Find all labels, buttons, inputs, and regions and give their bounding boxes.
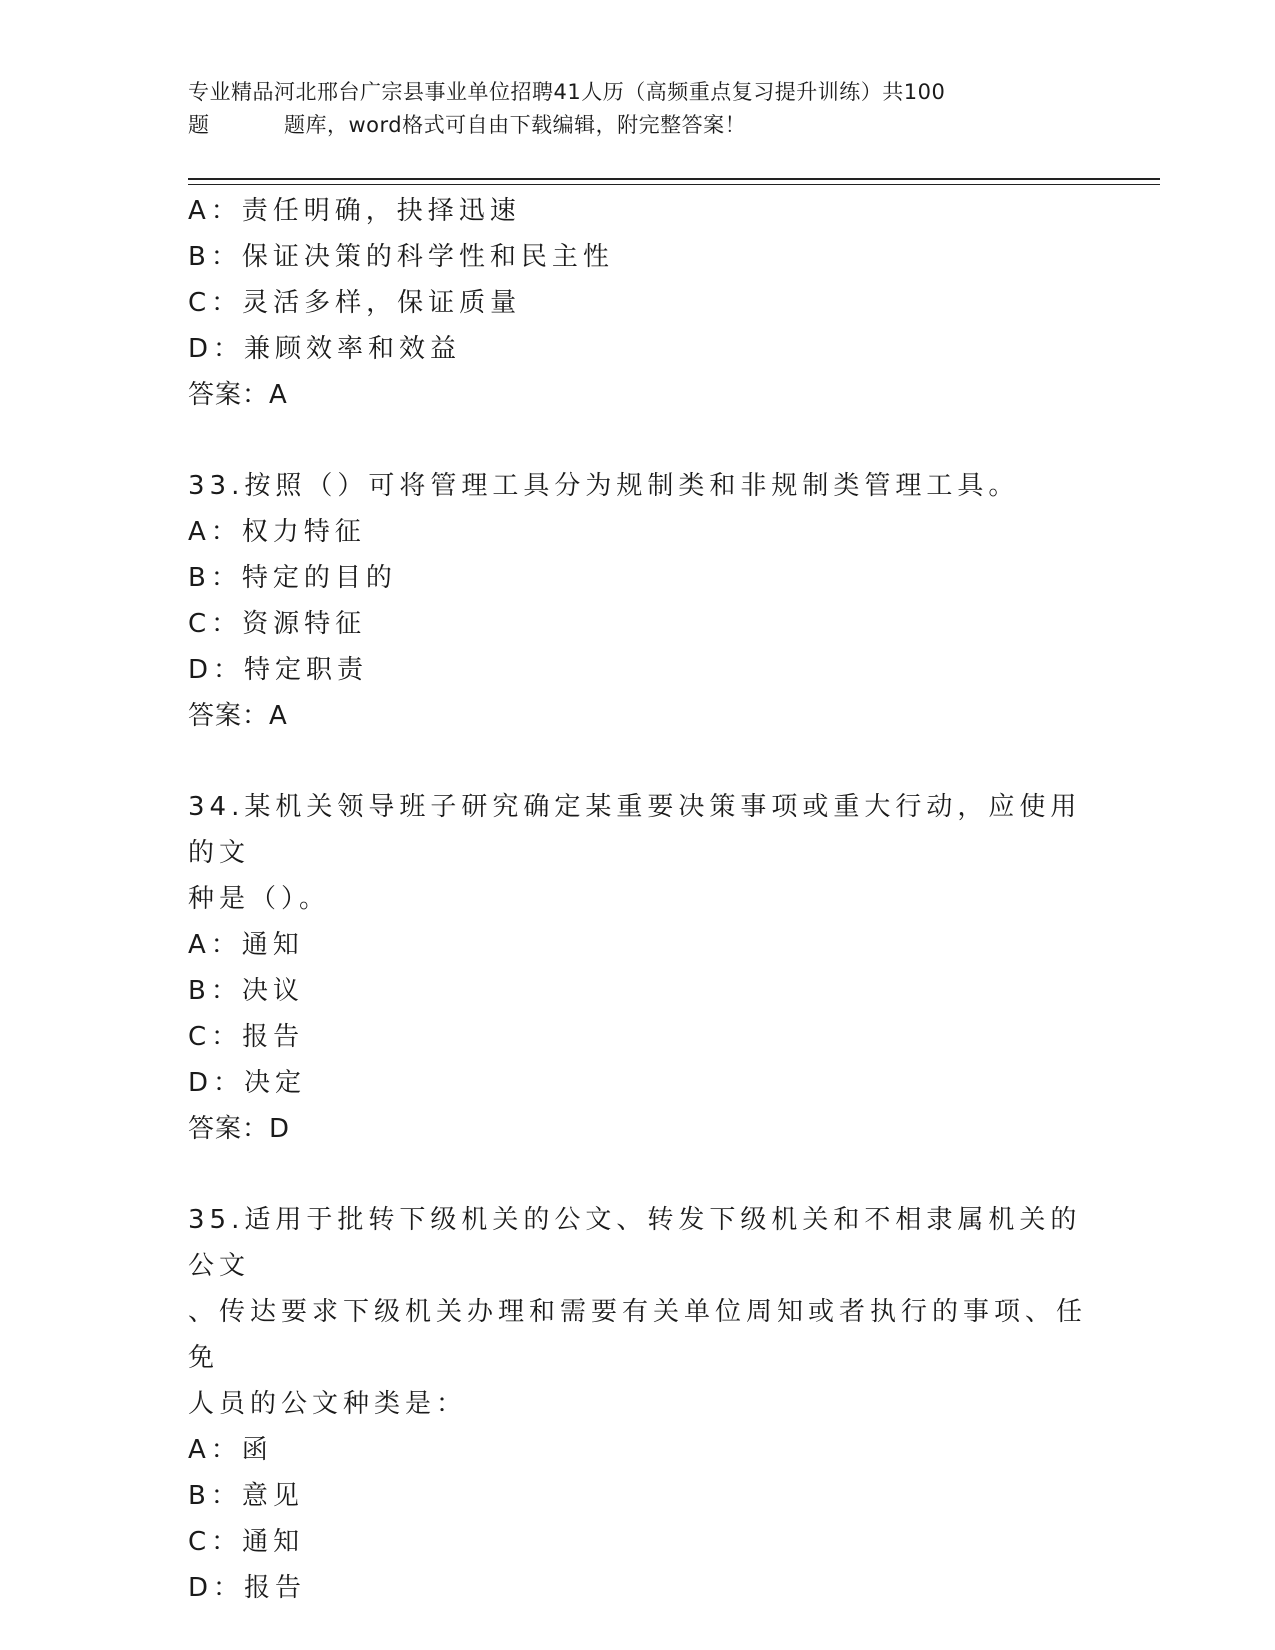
option-a: A：通知 (188, 930, 304, 960)
option-d: D：兼顾效率和效益 (188, 334, 462, 364)
option-b: B：保证决策的科学性和民主性 (188, 242, 614, 272)
header-divider-thin (188, 184, 1160, 185)
question-block-33 (188, 463, 1088, 739)
option-b: B：特定的目的 (188, 563, 397, 593)
option-c: C：灵活多样，保证质量 (188, 288, 522, 318)
option-c: C：资源特征 (188, 609, 367, 639)
answer-line: 答案：A (188, 701, 288, 731)
question-stem-line2: 种是（）。 (188, 884, 331, 914)
option-b: B：意见 (188, 1481, 304, 1511)
question-stem-line1: 35.适用于批转下级机关的公文、转发下级机关和不相隶属机关的公文 (188, 1205, 1082, 1281)
question-block-35 (188, 1197, 1088, 1611)
option-c: C：通知 (188, 1527, 305, 1557)
question-block-32 (188, 188, 1088, 418)
question-content (188, 188, 1088, 1611)
option-b: B：决议 (188, 976, 304, 1006)
question-stem-line1: 34.某机关领导班子研究确定某重要决策事项或重大行动，应使用的文 (188, 792, 1082, 868)
header-title-line1: 专业精品河北邢台广宗县事业单位招聘41人历（高频重点复习提升训练）共100 (188, 80, 946, 104)
header-divider-thick (188, 178, 1160, 180)
option-c: C：报告 (188, 1022, 305, 1052)
answer-line: 答案：A (188, 380, 288, 410)
answer-line: 答案：D (188, 1114, 291, 1144)
header-title-line2 (188, 109, 1088, 142)
question-block-34 (188, 784, 1088, 1152)
question-spacer (188, 739, 1088, 784)
option-d: D：决定 (188, 1068, 307, 1098)
question-spacer (188, 1152, 1088, 1197)
question-stem-line3: 人员的公文种类是： (188, 1389, 468, 1419)
option-a: A：函 (188, 1435, 273, 1465)
option-a: A：权力特征 (188, 517, 366, 547)
option-d: D：特定职责 (188, 655, 369, 685)
question-stem-line2: 、传达要求下级机关办理和需要有关单位周知或者执行的事项、任免 (188, 1297, 1088, 1373)
option-a: A：责任明确，抉择迅速 (188, 196, 521, 226)
page-header (188, 76, 1088, 142)
header-title-line2-rest: 题库，word格式可自由下载编辑，附完整答案！ (284, 113, 747, 137)
question-spacer (188, 418, 1088, 463)
header-title-line2-lead: 题 (188, 113, 210, 137)
option-d: D：报告 (188, 1573, 307, 1603)
question-stem: 33.按照（）可将管理工具分为规制类和非规制类管理工具。 (188, 471, 1020, 501)
